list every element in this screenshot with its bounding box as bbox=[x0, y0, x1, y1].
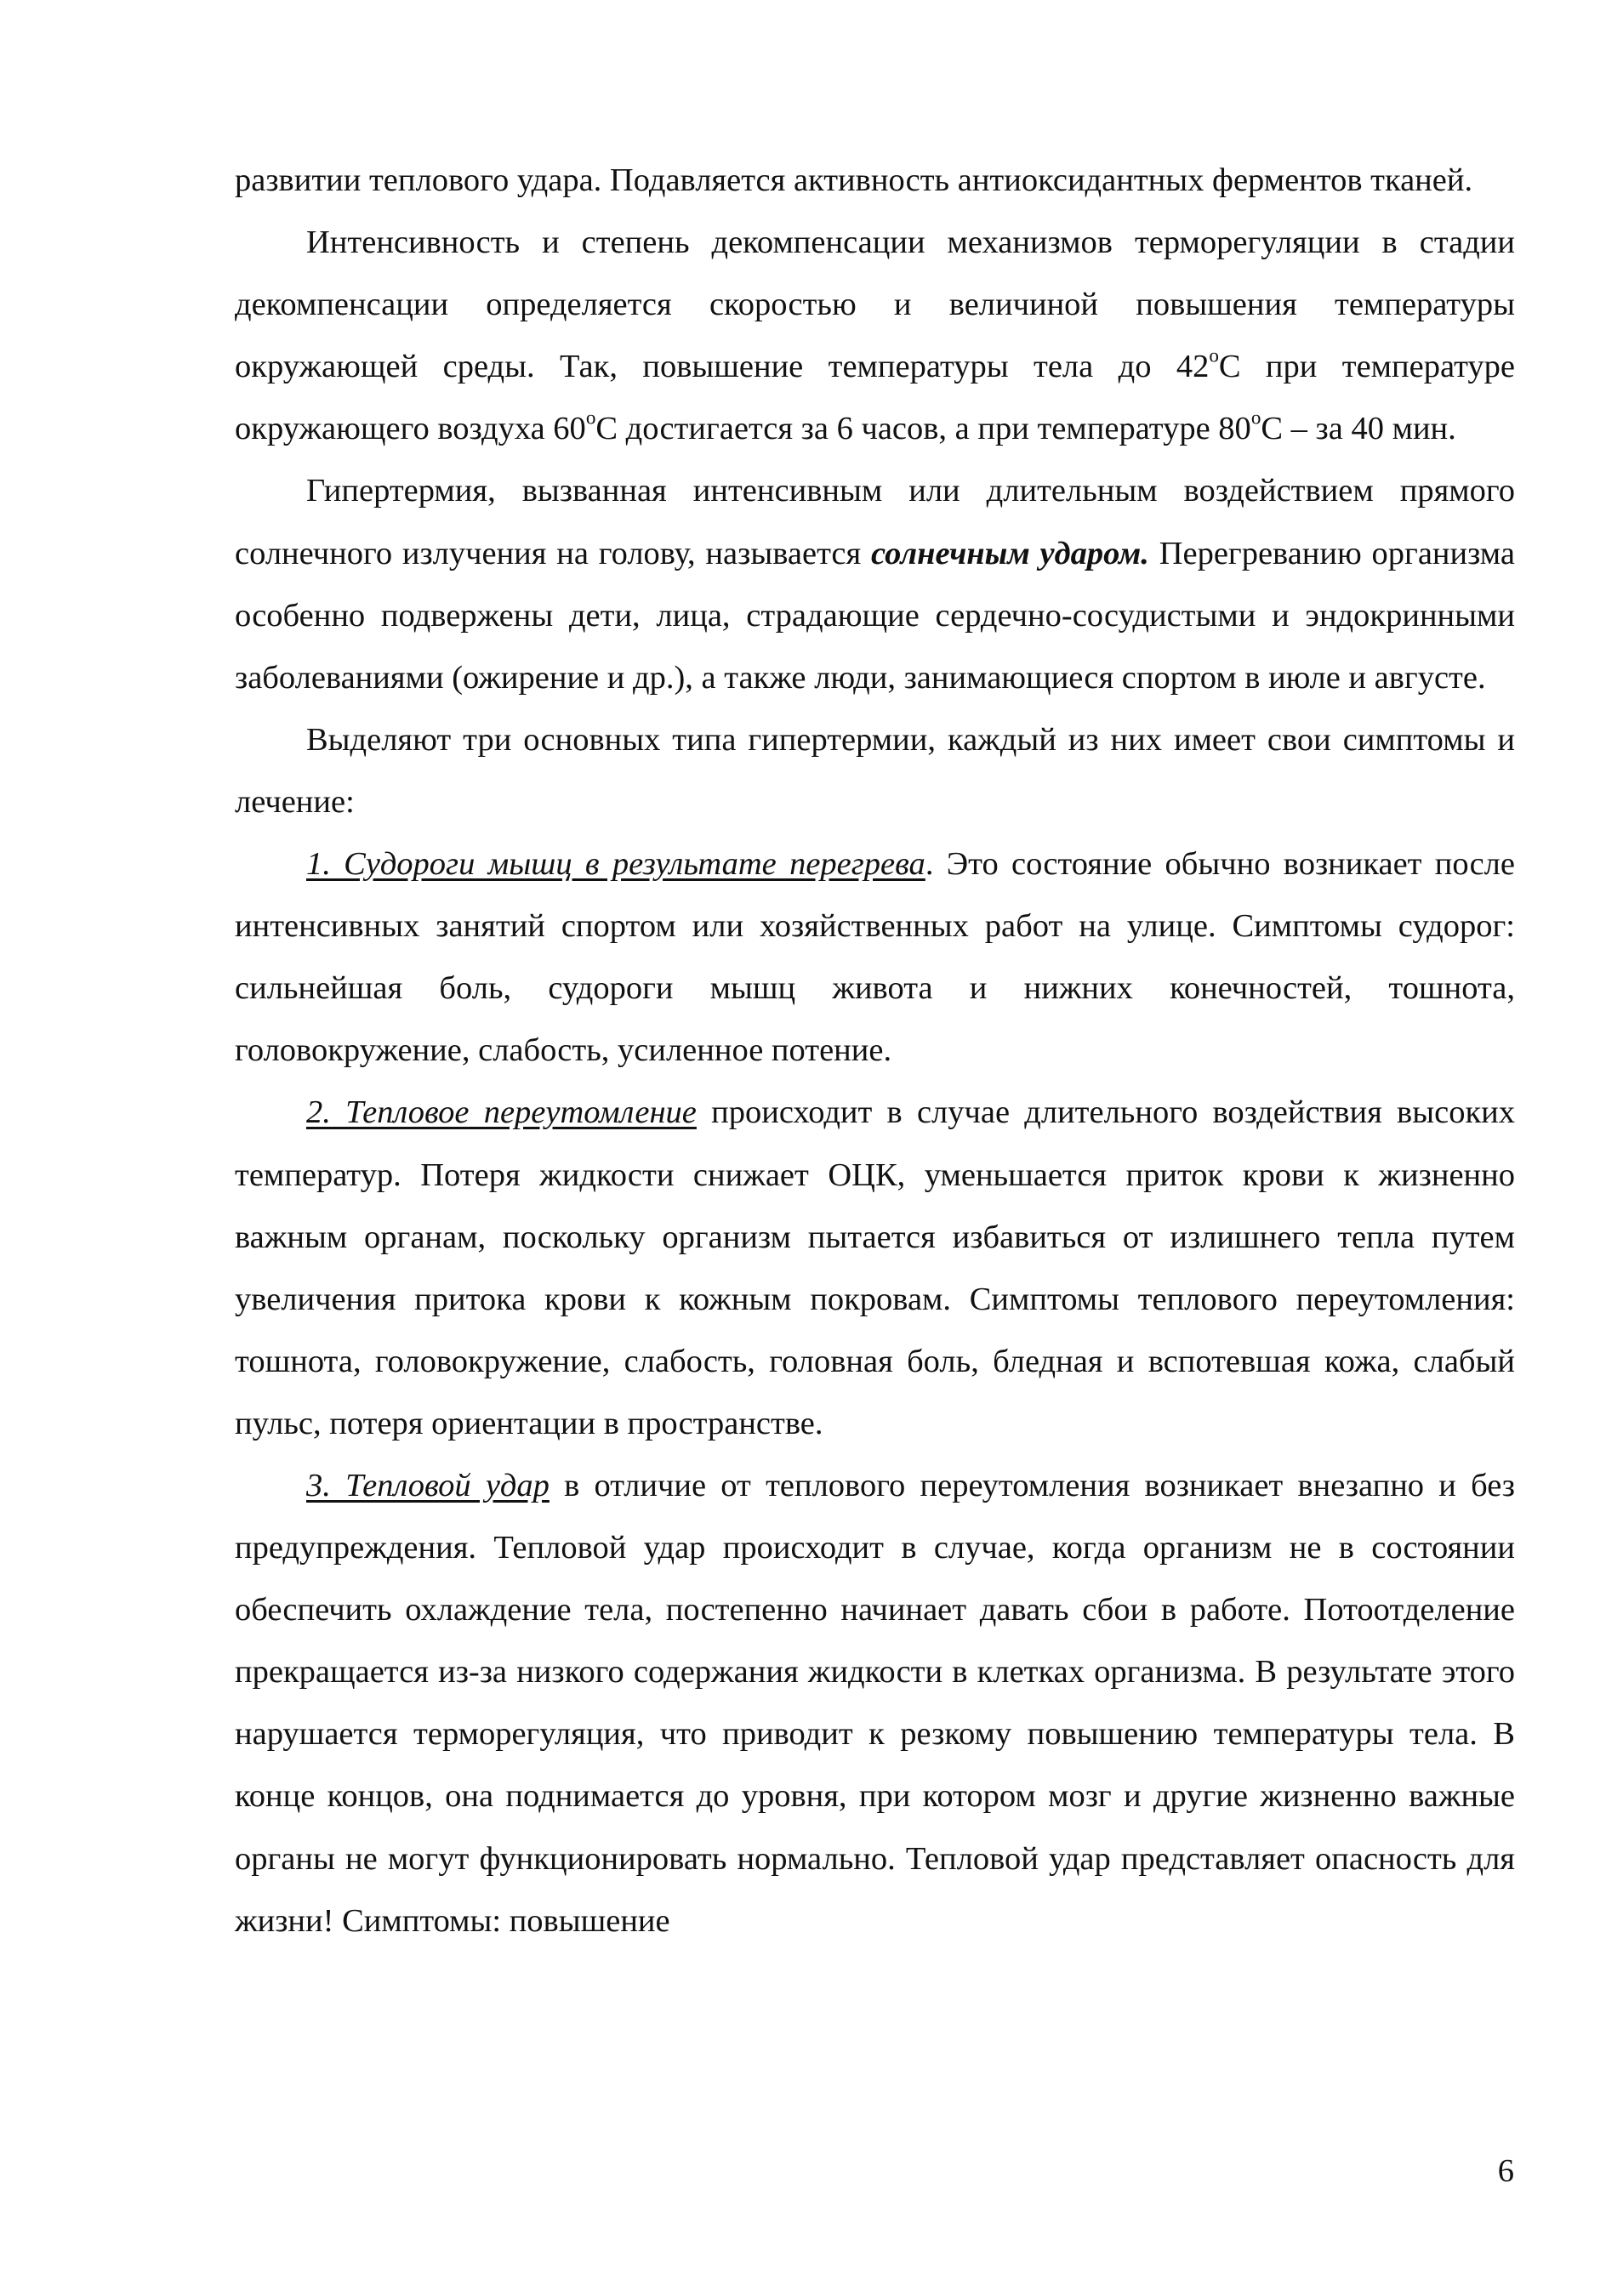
heat-exhaustion-text: происходит в случае длительного воздействия высоких температур. Потеря жидкости снижает ОЦК, уменьшается приток крови к жизненно важным органам, поскольку организм пытается избавиться от излишнего тепла путем увеличения притока крови к кожным покровам. Симптомы теплового переутомления: тошнота, головокружение, слабость, головная боль, бледная и вспотевшая кожа, слабый пульс, потеря ориентации в пространстве. bbox=[235, 1094, 1515, 1441]
heat-exhaustion-heading: 2. Тепловое переутомление bbox=[306, 1094, 697, 1131]
body-text bbox=[235, 150, 1515, 1952]
paragraph-heat-stroke-enzymes: развитии теплового удара. Подавляется активность антиоксидантных ферментов тканей. bbox=[235, 162, 1473, 198]
muscle-cramps-text: . Это состояние обычно возникает после интенсивных занятий спортом или хозяйственных работ на улице. Симптомы судорог: сильнейшая боль, судороги мышц живота и нижних конечностей, тошнота, головокружение, слабость, усиленное потение. bbox=[235, 846, 1515, 1069]
degree-sign: o bbox=[1209, 344, 1219, 367]
degree-sign: o bbox=[585, 406, 596, 429]
decompensation-text-part-2: С при температуре окружающего воздуха 60 bbox=[235, 349, 1515, 447]
paragraph-heat-stroke bbox=[235, 1455, 1515, 1952]
decompensation-text-part-4: С – за 40 мин. bbox=[1261, 411, 1456, 447]
paragraph-decompensation bbox=[235, 212, 1515, 460]
heat-stroke-heading: 3. Тепловой удар bbox=[306, 1467, 550, 1503]
muscle-cramps-heading: 1. Судороги мышц в результате перегрева bbox=[306, 846, 925, 883]
paragraph-sunstroke bbox=[235, 460, 1515, 708]
sunstroke-text-part-2: Перегреванию организма особенно подвержены дети, лица, страдающие сердечно-сосудистыми и эндокринными заболеваниями (ожирение и др.), а также люди, занимающиеся спортом в июле и августе. bbox=[235, 535, 1515, 696]
heat-stroke-text: в отличие от теплового переутомления возникает внезапно и без предупреждения. Тепловой удар происходит в случае, когда организм не в состоянии обеспечить охлаждение тела, постепенно начинает давать сбои в работе. Потоотделение прекращается из-за низкого содержания жидкости в клетках организма. В результате этого нарушается терморегуляция, что приводит к резкому повышению температуры тела. В конце концов, она поднимается до уровня, при котором мозг и другие жизненно важные органы не могут функционировать нормально. Тепловой удар представляет опасность для жизни! Симптомы: повышение bbox=[235, 1467, 1515, 1939]
page-number: 6 bbox=[1497, 2153, 1514, 2189]
sunstroke-text-part-1: Гипертермия, вызванная интенсивным или длительным воздействием прямого солнечного излучения на голову, называется bbox=[235, 473, 1515, 571]
paragraph-hyperthermia-types: Выделяют три основных типа гипертермии, каждый из них имеет свои симптомы и лечение: bbox=[235, 721, 1515, 820]
paragraph-heat-exhaustion bbox=[235, 1082, 1515, 1455]
decompensation-text-part-3: С достигается за 6 часов, а при температуре 80 bbox=[595, 411, 1251, 447]
sunstroke-term: солнечным ударом. bbox=[870, 535, 1149, 571]
paragraph-muscle-cramps bbox=[235, 833, 1515, 1082]
decompensation-text-part-1: Интенсивность и степень декомпенсации механизмов терморегуляции в стадии декомпенсации определяется скоростью и величиной повышения температуры окружающей среды. Так, повышение температуры тела до 42 bbox=[235, 224, 1515, 385]
degree-sign: o bbox=[1250, 406, 1261, 429]
